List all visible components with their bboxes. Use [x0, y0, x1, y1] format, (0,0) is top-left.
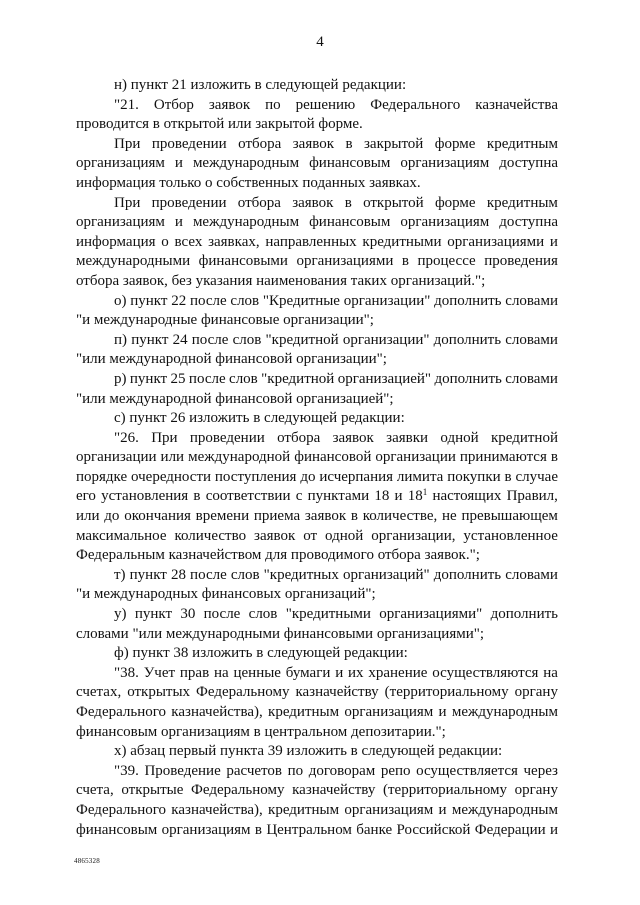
text-line: отбора заявок, без указания наименования таких организаций.";: [76, 272, 486, 289]
word: настоящих: [432, 488, 502, 505]
text-line: [76, 801, 558, 821]
word: проведении: [151, 194, 227, 211]
word: после: [190, 566, 227, 583]
word: и: [335, 664, 344, 681]
word: осуществляются: [432, 664, 539, 681]
word: и: [438, 801, 447, 818]
word: заявки: [386, 429, 429, 446]
word: организациям: [76, 214, 165, 231]
text-line: словами "или международными финансовыми организациями";: [76, 625, 485, 642]
word: организациями: [296, 253, 394, 270]
word: поступления: [214, 468, 297, 485]
word: информация: [76, 233, 156, 250]
word: Федеральному: [191, 782, 285, 799]
text-line: [76, 507, 558, 527]
word: дополнить: [434, 370, 502, 387]
word: количество: [174, 527, 247, 544]
word: приема: [253, 508, 301, 525]
word: финансовым: [76, 821, 158, 838]
word: с: [295, 488, 303, 505]
word: направленных: [265, 233, 357, 250]
word: "26.: [114, 429, 139, 446]
text-line: [76, 96, 558, 116]
text-line: [76, 703, 558, 723]
text-line: "и международных финансовых организаций";: [76, 586, 376, 603]
word: лимита: [396, 468, 444, 485]
word: пункт: [129, 370, 168, 387]
word: Проведение: [144, 762, 221, 779]
word: проведения: [484, 253, 558, 270]
word: после: [189, 292, 227, 309]
word: 24: [172, 331, 188, 348]
word: Отбор: [153, 96, 194, 113]
word: в: [344, 194, 352, 211]
word: расчетов: [226, 762, 282, 779]
word: банке: [356, 821, 393, 838]
word: слов: [248, 606, 278, 623]
text-line: [76, 448, 558, 468]
word: кредитным: [486, 135, 558, 152]
word: и: [549, 233, 558, 250]
word: бумаги: [285, 664, 331, 681]
word: заявок: [208, 96, 251, 113]
word: до: [300, 468, 316, 485]
word: по: [265, 96, 281, 113]
word: заявках,: [208, 233, 260, 250]
word: органу: [514, 782, 558, 799]
text-line: [76, 468, 558, 488]
word: или: [160, 449, 185, 466]
word: проведении: [189, 429, 265, 446]
word: организациям: [76, 155, 165, 172]
word: организации": [343, 292, 431, 309]
word: кредитным: [268, 801, 340, 818]
word: одной: [325, 527, 364, 544]
word: международными: [76, 253, 191, 270]
word: Учет: [143, 664, 176, 681]
word: словами: [505, 566, 558, 583]
word: словами: [505, 370, 558, 387]
word: "кредитной: [265, 331, 339, 348]
word: и: [549, 821, 558, 838]
word: дополнить: [490, 606, 558, 623]
word: организациями: [447, 233, 545, 250]
word: "кредитных: [263, 566, 339, 583]
text-line: "или международной финансовой организацией";: [76, 390, 394, 407]
text-line: проводится в открытой или закрытой форме.: [76, 116, 363, 133]
word: пункт: [130, 292, 168, 309]
word: пункт: [131, 331, 169, 348]
word: до: [104, 508, 120, 525]
text-line: [76, 194, 558, 214]
word: Правил,: [506, 488, 558, 505]
word: 25: [170, 370, 186, 387]
text-line: [76, 331, 558, 351]
word: кредитным: [486, 194, 558, 211]
word: организациям: [344, 801, 434, 818]
word: установленное: [463, 527, 558, 544]
word: организациями": [379, 606, 483, 623]
word: организации: [76, 449, 157, 466]
word: финансовыми: [198, 253, 288, 270]
word: доступна: [499, 155, 558, 172]
text-line: [76, 683, 558, 703]
document-code: 4865328: [74, 857, 100, 865]
word: и: [174, 155, 183, 172]
word: времени: [195, 508, 250, 525]
word: организациям: [161, 821, 251, 838]
text-line: [76, 292, 558, 312]
word: казначейству: [295, 684, 379, 701]
word: "38.: [114, 664, 139, 681]
word: организациям: [400, 214, 490, 231]
word: максимальное: [76, 527, 167, 544]
word: 28: [170, 566, 186, 583]
word: Федерального: [76, 704, 167, 720]
word: п): [114, 331, 128, 348]
text-line: [76, 252, 558, 272]
word: форме: [434, 135, 476, 152]
text-line: информация только о собственных поданных заявках.: [76, 174, 421, 191]
word: международным: [192, 214, 300, 231]
document-body: [76, 76, 558, 840]
text-line: н) пункт 21 изложить в следующей редакции:: [114, 77, 407, 93]
word: словами: [505, 331, 558, 348]
word: одной: [440, 429, 479, 446]
text-line: Федеральным казначейством для проводимого отбора заявок.";: [76, 547, 480, 564]
word: При: [114, 194, 141, 211]
word: заявок: [292, 194, 334, 211]
word: окончания: [124, 508, 191, 525]
word: При: [114, 135, 141, 152]
word: установления: [101, 488, 189, 505]
word: счета,: [76, 782, 114, 799]
word: кредитными: [362, 233, 442, 250]
word: слов: [232, 331, 262, 348]
word: международным: [451, 704, 558, 720]
word: открытой: [363, 194, 424, 211]
word: Центральном: [266, 821, 352, 838]
word: заявок: [292, 135, 334, 152]
word: не: [442, 508, 457, 525]
word: осуществляется: [416, 762, 518, 779]
word: международным: [192, 155, 300, 172]
text-line: [76, 664, 558, 684]
text-line: [76, 213, 558, 233]
word: проведении: [151, 135, 227, 152]
text-line: [76, 527, 558, 547]
word: Российской: [396, 821, 471, 838]
word: в: [254, 821, 262, 838]
word: всех: [174, 233, 203, 250]
word: в: [345, 135, 353, 152]
word: финансовым: [309, 155, 391, 172]
word: в: [504, 468, 512, 485]
word: в: [193, 488, 201, 505]
text-line: [76, 233, 558, 253]
word: соответствии: [205, 488, 291, 505]
word: международным: [451, 801, 558, 818]
word: дополнить: [433, 566, 502, 583]
word: (территориальному: [383, 782, 507, 799]
word: казначейства: [475, 96, 558, 113]
word: 18: [374, 488, 390, 505]
word: исчерпания: [319, 468, 394, 485]
word: 30: [180, 606, 196, 623]
text-line: [76, 370, 558, 390]
word: организации: [375, 449, 456, 466]
text-line: [76, 487, 558, 507]
word: казначейства),: [171, 801, 263, 818]
word: и: [394, 488, 403, 505]
word: после: [191, 331, 229, 348]
text-line: ф) пункт 38 изложить в следующей редакции:: [114, 645, 408, 662]
word: у): [114, 606, 127, 623]
word: решению: [295, 96, 356, 113]
word: казначейства),: [171, 704, 263, 720]
word: Федеральному: [196, 684, 290, 701]
word: случае: [515, 468, 558, 485]
text-line: [76, 821, 558, 841]
word: организаций": [342, 566, 430, 583]
page-number: 4: [316, 34, 324, 50]
word: покупки: [447, 468, 501, 485]
word: по: [287, 762, 304, 779]
word: р): [114, 370, 127, 387]
word: организации,: [371, 527, 456, 544]
word: органу: [514, 684, 558, 701]
text-line: финансовым организациям в центральном депозитарии.";: [76, 723, 446, 740]
word: отбора: [238, 135, 282, 152]
word: кредитной: [490, 429, 558, 446]
text-line: [76, 429, 558, 449]
word: дополнить: [433, 331, 502, 348]
word: казначейству: [292, 782, 376, 799]
text-line: х) абзац первый пункта 39 изложить в следующей редакции:: [114, 743, 503, 760]
word: порядке: [76, 468, 128, 485]
word: организациям: [400, 155, 490, 172]
word: т): [114, 566, 126, 583]
word: заявок: [332, 429, 374, 446]
word: заявок: [254, 527, 296, 544]
word: на: [543, 664, 558, 681]
word: пунктами: [307, 488, 370, 505]
word: открытые: [121, 782, 184, 799]
word: и: [174, 214, 183, 231]
word: заявок: [304, 508, 347, 525]
word: Федерального: [370, 96, 461, 113]
text-line: [76, 762, 558, 782]
text-line: "и международные финансовые организации";: [76, 312, 374, 329]
text-line: с) пункт 26 изложить в следующей редакции:: [114, 410, 405, 427]
word: Федерации: [474, 821, 546, 838]
word: открытых: [127, 684, 191, 701]
word: в: [350, 508, 358, 525]
word: принимаются: [459, 449, 547, 466]
word: закрытой: [364, 135, 424, 152]
word: и: [438, 704, 447, 720]
word: организации": [342, 331, 430, 348]
word: 22: [171, 292, 187, 309]
text-line: [76, 154, 558, 174]
word: финансовой: [294, 449, 372, 466]
word: после: [203, 606, 241, 623]
word: слов: [230, 566, 260, 583]
text-line: "или международной финансовой организации";: [76, 351, 387, 368]
word: прав: [179, 664, 210, 681]
word: международной: [188, 449, 291, 466]
word: в: [401, 253, 409, 270]
word: хранение: [368, 664, 428, 681]
word: процессе: [417, 253, 476, 270]
word: о): [114, 292, 127, 309]
word: доступна: [499, 214, 558, 231]
text-line: [76, 781, 558, 801]
word: "39.: [114, 762, 139, 779]
word: "21.: [114, 96, 139, 113]
word: форме: [434, 194, 476, 211]
word: отбора: [277, 429, 321, 446]
word: слов: [230, 292, 260, 309]
word: их: [348, 664, 364, 681]
word: или: [76, 508, 100, 525]
word: финансовым: [309, 214, 391, 231]
word: счетах,: [76, 684, 122, 701]
word: после: [188, 370, 226, 387]
word: пункт: [129, 566, 167, 583]
word: организацией": [337, 370, 432, 387]
word: репо: [380, 762, 411, 779]
word: При: [151, 429, 178, 446]
text-line: [76, 605, 558, 625]
word: слов: [229, 370, 258, 387]
word: очередности: [131, 468, 212, 485]
word: пункт: [134, 606, 173, 623]
word: "кредитными: [285, 606, 371, 623]
word: его: [76, 488, 96, 505]
word: кредитным: [268, 704, 340, 720]
word: "кредитной: [261, 370, 335, 387]
word: ценные: [233, 664, 281, 681]
word: $18^1$: [407, 487, 428, 505]
word: количестве,: [362, 508, 438, 525]
word: (территориальному: [384, 684, 509, 701]
word: договорам: [308, 762, 376, 779]
word: в: [550, 449, 558, 466]
text-line: [76, 135, 558, 155]
word: от: [303, 527, 318, 544]
word: превышающем: [461, 508, 558, 525]
word: словами: [505, 292, 558, 309]
word: "Кредитные: [262, 292, 340, 309]
text-line: [76, 566, 558, 586]
word: отбора: [237, 194, 281, 211]
word: о: [161, 233, 169, 250]
word: организациям: [344, 704, 434, 720]
word: дополнить: [434, 292, 502, 309]
word: на: [213, 664, 229, 681]
word: через: [523, 762, 558, 779]
word: Федерального: [76, 801, 167, 818]
